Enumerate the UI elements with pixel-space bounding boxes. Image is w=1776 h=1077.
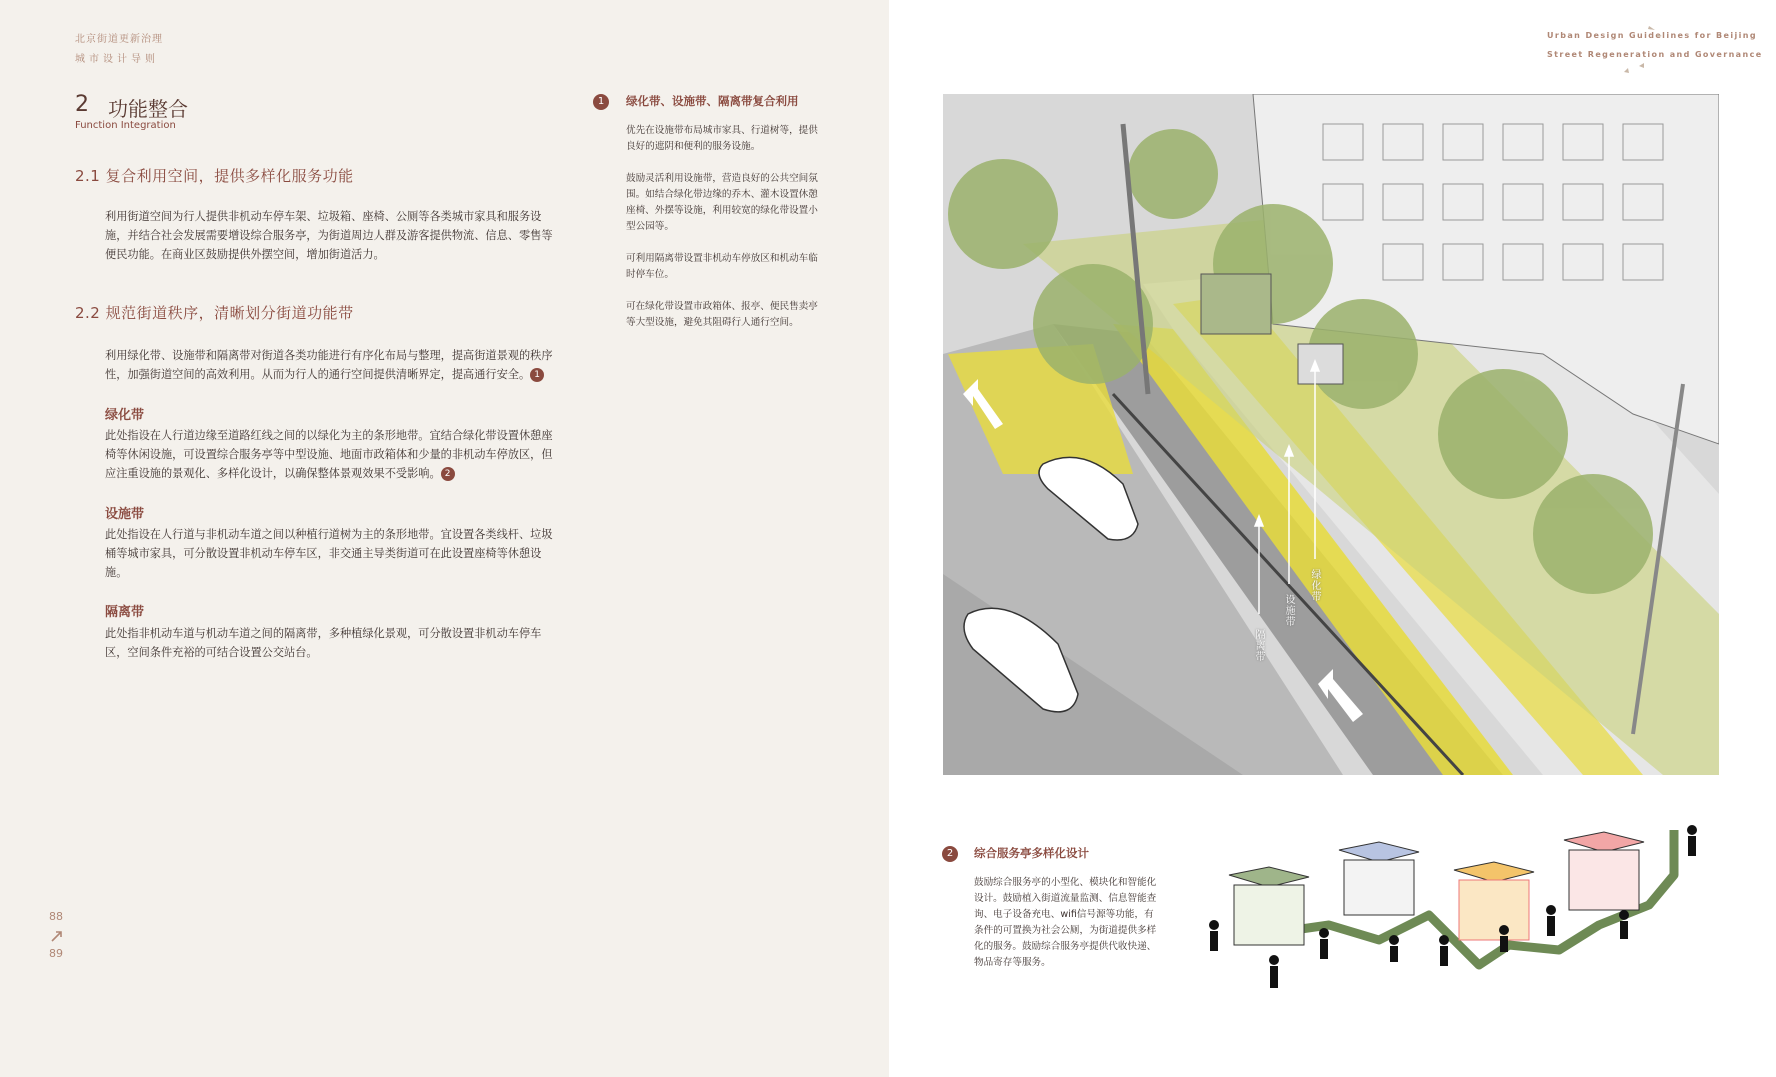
header-en-line2: Street Regeneration and Governance	[1547, 50, 1763, 59]
birds-logo-icon	[1609, 20, 1669, 80]
note-1-p4: 可在绿化带设置市政箱体、报亭、便民售卖亭等大型设施，避免其阻碍行人通行空间。	[626, 301, 818, 328]
ref-2-badge: 2	[441, 467, 455, 481]
header-cn-line2: 城市设计导则	[75, 54, 159, 65]
divider-belt-paragraph: 此处指非机动车道与机动车道之间的隔离带，多种植绿化景观，可分散设置非机动车停车区，空间条件充裕的可结合设置公交站台。	[105, 627, 542, 659]
label-divider-belt: 隔离带	[1253, 629, 1264, 662]
chapter-title: 功能整合	[108, 97, 188, 121]
right-page	[889, 0, 1776, 1077]
chapter-number: 2	[75, 92, 89, 117]
note-2-paragraph: 鼓励综合服务亭的小型化、模块化和智能化设计。鼓励植入街道流量监测、信息智能查询、电子设备充电、wifi信号源等功能，有条件的可置换为社会公厕，为街道提供多样化的服务。鼓励综合服务亭提供代收快递、物品寄存等服务。	[974, 877, 1157, 968]
facility-belt-paragraph: 此处指设在人行道与非机动车道之间以种植行道树为主的条形地带。宜设置各类线杆、垃圾桶等城市家具，可分散设置非机动车停车区，非交通主导类街道可在此设置座椅等休憩设施。	[105, 528, 553, 579]
green-belt-heading: 绿化带	[105, 408, 145, 423]
header-en-line1: Urban Design Guidelines for Beijing	[1547, 31, 1758, 40]
header-cn-line1: 北京街道更新治理	[75, 34, 163, 45]
note-2-badge: 2	[942, 846, 958, 862]
label-facility-belt: 设施带	[1283, 594, 1294, 627]
section-2-2-text: 利用绿化带、设施带和隔离带对街道各类功能进行有序化布局与整理，提高街道景观的秩序性，加强街道空间的高效利用。从而为行人的通行空间提供清晰界定，提高通行安全。	[105, 349, 553, 381]
chapter-subtitle: Function Integration	[75, 120, 176, 131]
note-2-heading: 综合服务亭多样化设计	[974, 846, 1089, 860]
green-belt-paragraph	[105, 426, 560, 483]
green-belt-text: 此处指设在人行道边缘至道路红线之间的以绿化为主的条形地带。宜结合绿化带设置休憩座椅等休闲设施，可设置综合服务亭等中型设施、地面市政箱体和少量的非机动车停放区，但应注重设施的景观化、多样化设计，以确保整体景观效果不受影响。	[105, 429, 553, 480]
arrow-icon	[50, 928, 64, 942]
label-green-belt: 绿化带	[1309, 569, 1320, 602]
divider-belt-heading: 隔离带	[105, 605, 145, 620]
page-number-left: 88	[49, 910, 63, 923]
section-2-2-paragraph	[105, 346, 560, 384]
section-2-2-heading: 2.2 规范街道秩序，清晰划分街道功能带	[75, 304, 354, 322]
note-1-p2: 鼓励灵活利用设施带，营造良好的公共空间氛围。如结合绿化带边缘的乔木、灌木设置休憩座椅、外摆等设施，利用较宽的绿化带设置小型公园等。	[626, 173, 818, 232]
section-2-1-paragraph: 利用街道空间为行人提供非机动车停车架、垃圾箱、座椅、公厕等各类城市家具和服务设施，并结合社会发展需要增设综合服务亭，为街道周边人群及游客提供物流、信息、零售等便民功能。在商业区鼓励提供外摆空间，增加街道活力。	[105, 210, 553, 261]
note-1-p3: 可利用隔离带设置非机动车停放区和机动车临时停车位。	[626, 253, 818, 280]
kiosk-illustration	[1179, 815, 1714, 1010]
page-number-right: 89	[49, 947, 63, 960]
note-1-heading: 绿化带、设施带、隔离带复合利用	[626, 94, 799, 108]
section-2-1-heading: 2.1 复合利用空间，提供多样化服务功能	[75, 167, 354, 185]
facility-belt-heading: 设施带	[105, 507, 145, 522]
ref-1-badge: 1	[530, 368, 544, 382]
note-1-badge: 1	[593, 94, 609, 110]
street-illustration	[943, 94, 1719, 775]
note-1-p1: 优先在设施带布局城市家具、行道树等，提供良好的遮阴和便利的服务设施。	[626, 125, 818, 152]
